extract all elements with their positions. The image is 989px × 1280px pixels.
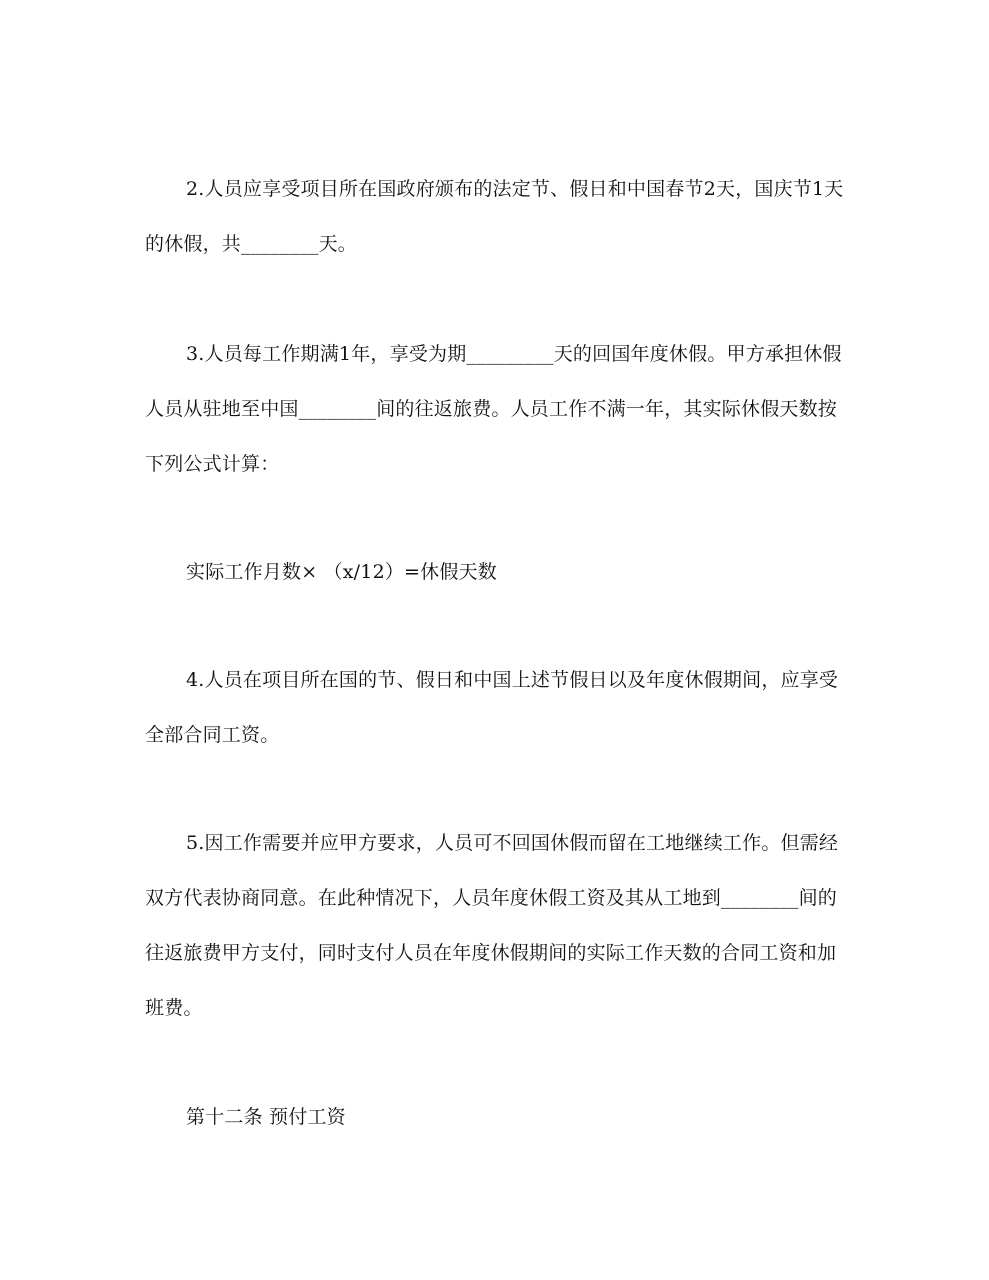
paragraph-3-line-1: 3.人员每工作期满1年，享受为期_________天的回国年度休假。甲方承担休假	[186, 343, 842, 365]
paragraph-5-line-1: 5.因工作需要并应甲方要求，人员可不回国休假而留在工地继续工作。但需经	[186, 832, 839, 854]
paragraph-4-line-1: 4.人员在项目所在国的节、假日和中国上述节假日以及年度休假期间，应享受	[186, 669, 839, 691]
paragraph-2-line-2: 的休假，共________天。	[145, 233, 358, 255]
article-heading: 第十二条 预付工资	[186, 1106, 346, 1128]
paragraph-5-line-2: 双方代表协商同意。在此种情况下，人员年度休假工资及其从工地到________间的	[145, 887, 838, 909]
paragraph-4-line-2: 全部合同工资。	[145, 724, 280, 746]
paragraph-5-line-4: 班费。	[145, 997, 203, 1019]
vacation-formula: 实际工作月数× （x/12）=休假天数	[186, 561, 497, 583]
paragraph-5-line-3: 往返旅费甲方支付，同时支付人员在年度休假期间的实际工作天数的合同工资和加	[145, 942, 837, 964]
paragraph-3-line-2: 人员从驻地至中国________间的往返旅费。人员工作不满一年，其实际休假天数按	[145, 398, 838, 420]
paragraph-2-line-1: 2.人员应享受项目所在国政府颁布的法定节、假日和中国春节2天，国庆节1天	[186, 178, 844, 200]
paragraph-3-line-3: 下列公式计算：	[145, 453, 280, 475]
